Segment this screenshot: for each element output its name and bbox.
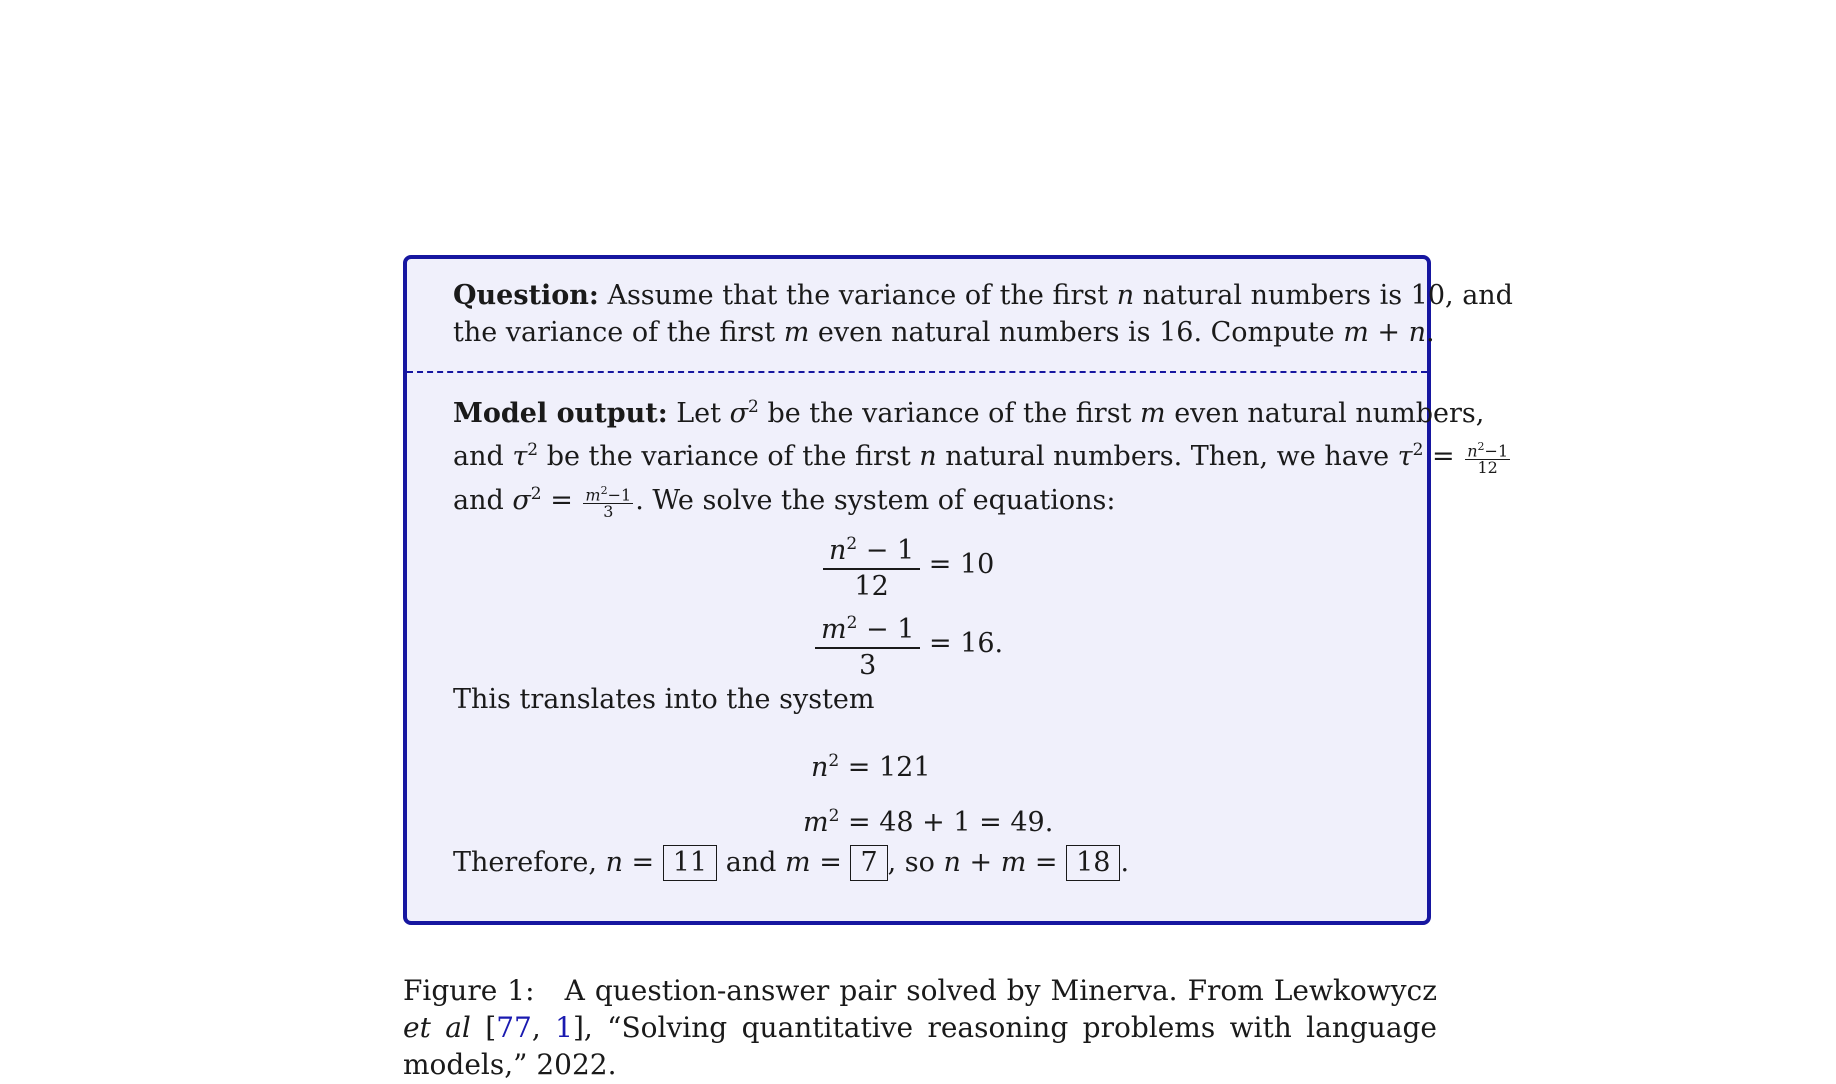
question-text: Question: Assume that the variance of the first n natural numbers is 10, and the variance of the first m even natural numbers is 16. Compute m + n. [453, 280, 1513, 348]
equation-n: $\frac{n^2 - 1}{12}$ = 10 [823, 527, 1003, 604]
therefore-line: Therefore, n = 11 and m = 7 , so n + m = 18 . [453, 845, 1129, 881]
answer-sum-box: 18 [1066, 845, 1120, 881]
equation-system-1 [823, 527, 1003, 683]
citation-1[interactable]: 1 [555, 1011, 573, 1044]
question-label: Question: [453, 280, 599, 311]
caption-label: Figure 1: [403, 974, 535, 1007]
equation-system-2 [803, 737, 1053, 847]
system-n: $n^2 = 121$ [811, 751, 931, 783]
question-answer-box [403, 255, 1513, 925]
figure-caption: Figure 1: A question-answer pair solved by Minerva. From Lewkowycz et al [77, 1], “Solving quantitative reasoning problems with language models,” 2022. [403, 974, 1438, 1081]
model-output-label: Model output: [453, 398, 668, 429]
dashed-divider [407, 371, 1427, 373]
answer-n-box: 11 [663, 845, 717, 881]
system-m: $m^2 = 48 + 1 = 49$. [803, 806, 1054, 838]
answer-m-box: 7 [850, 845, 887, 881]
tau-fraction: $\frac{n^2-1}{12}$ [1467, 439, 1509, 478]
transition-text: This translates into the system [453, 684, 875, 715]
model-output-text: Model output: Let $\sigma^2$ be the variance of the first m even natural numbers, and $\tau^2$ be the variance of the first n natural numbers. Then, we have $\tau^2$ = $\frac{n^2-1}{12}$ and $\sigma^2$ = $\frac{m^2-1}{3}$ . We solve the system of equations: [453, 397, 1509, 522]
equation-m: $\frac{m^2 - 1}{3}$ = 16. [815, 606, 1003, 683]
sigma-fraction: $\frac{m^2-1}{3}$ [585, 483, 632, 522]
citation-77[interactable]: 77 [496, 1011, 532, 1044]
